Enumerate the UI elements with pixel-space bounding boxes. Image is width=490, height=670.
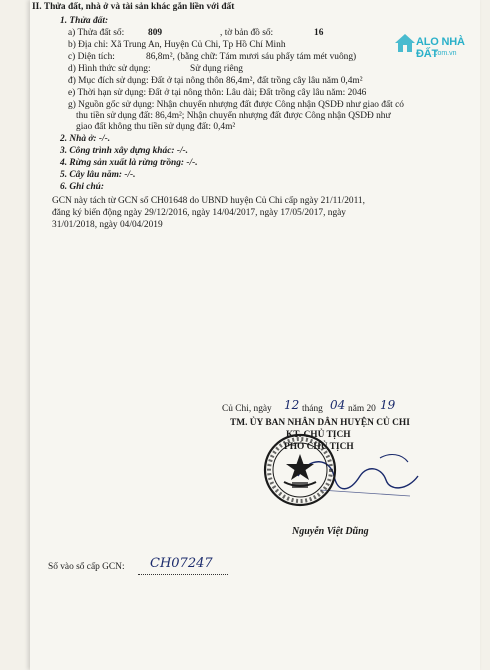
issue-year-label: năm 20	[348, 404, 376, 414]
forest-line: 4. Rừng sản xuất là rừng trồng: -/-.	[60, 158, 198, 168]
address-line: b) Địa chỉ: Xã Trung An, Huyện Củ Chi, Tp Hồ Chí Minh	[68, 40, 286, 50]
usage-form-label: d) Hình thức sử dụng:	[68, 64, 151, 74]
registry-underline	[138, 574, 228, 575]
registry-value: CH07247	[150, 556, 213, 571]
bottom-scan-shadow	[30, 598, 480, 668]
issue-month-label: tháng	[302, 404, 323, 414]
origin-line-1: g) Nguồn gốc sử dụng: Nhận chuyển nhượng đất được Công nhận QSDĐ như giao đất có	[68, 100, 404, 110]
area-value: 86,8m², (bằng chữ: Tám mươi sáu phẩy tám mét vuông)	[146, 52, 357, 62]
signer-role-2: PHÓ CHỦ TỊCH	[284, 442, 354, 452]
certificate-page	[30, 0, 480, 670]
signer-name: Nguyễn Việt Dũng	[292, 526, 369, 537]
registry-label: Số vào sổ cấp GCN:	[48, 562, 125, 572]
section-title: II. Thửa đất, nhà ở và tài sản khác gắn liền với đất	[32, 2, 235, 12]
notes-line-3: 31/01/2018, ngày 04/04/2019	[52, 220, 163, 230]
parcel-number-label: a) Thửa đất số:	[68, 28, 125, 38]
issue-day: 12	[284, 398, 300, 412]
notes-heading: 6. Ghi chú:	[60, 182, 105, 192]
trees-line: 5. Cây lâu năm: -/-.	[60, 170, 136, 180]
origin-line-3: giao đất không thu tiền sử dụng đất: 0,4m²	[76, 122, 236, 132]
issue-date-prefix: Củ Chi, ngày	[222, 404, 272, 414]
issue-month: 04	[330, 398, 346, 412]
watermark-domain: .com.vn	[432, 50, 457, 57]
land-heading: 1. Thửa đất:	[60, 16, 109, 26]
usage-term-line: e) Thời hạn sử dụng: Đất ở tại nông thôn: Lâu dài; Đất trồng cây lâu năm: 2046	[68, 88, 367, 98]
map-sheet-label: , tờ bản đồ số:	[220, 28, 274, 38]
notes-line-2: đăng ký biến động ngày 29/12/2016, ngày 14/04/2017, ngày 17/05/2017, ngày	[52, 208, 346, 218]
signer-role-1: KT. CHỦ TỊCH	[286, 430, 351, 440]
origin-line-2: thu tiền sử dụng đất: 86,4m²; Nhận chuyển nhượng đất được Công nhận QSDĐ như	[76, 111, 391, 121]
watermark-brand: ALO NHÀ ĐẤT	[416, 36, 465, 60]
usage-form-value: Sử dụng riêng	[190, 64, 243, 74]
issuing-organization: TM. ỦY BAN NHÂN DÂN HUYỆN CỦ CHI	[230, 418, 410, 428]
area-label: c) Diện tích:	[68, 52, 115, 62]
construction-line: 3. Công trình xây dựng khác: -/-.	[60, 146, 189, 156]
map-sheet-value: 16	[314, 28, 324, 38]
watermark-logo	[394, 30, 474, 70]
house-icon	[394, 32, 416, 54]
usage-purpose-line: đ) Mục đích sử dụng: Đất ở tại nông thôn 86,4m², đất trồng cây lâu năm 0,4m²	[68, 76, 363, 86]
red-official-seal-icon	[262, 432, 338, 508]
house-line: 2. Nhà ở: -/-.	[60, 134, 111, 144]
parcel-number-value: 809	[148, 28, 163, 38]
notes-line-1: GCN này tách từ GCN số CH01648 do UBND huyện Củ Chi cấp ngày 21/11/2011,	[52, 196, 365, 206]
issue-year-suffix: 19	[380, 398, 396, 412]
